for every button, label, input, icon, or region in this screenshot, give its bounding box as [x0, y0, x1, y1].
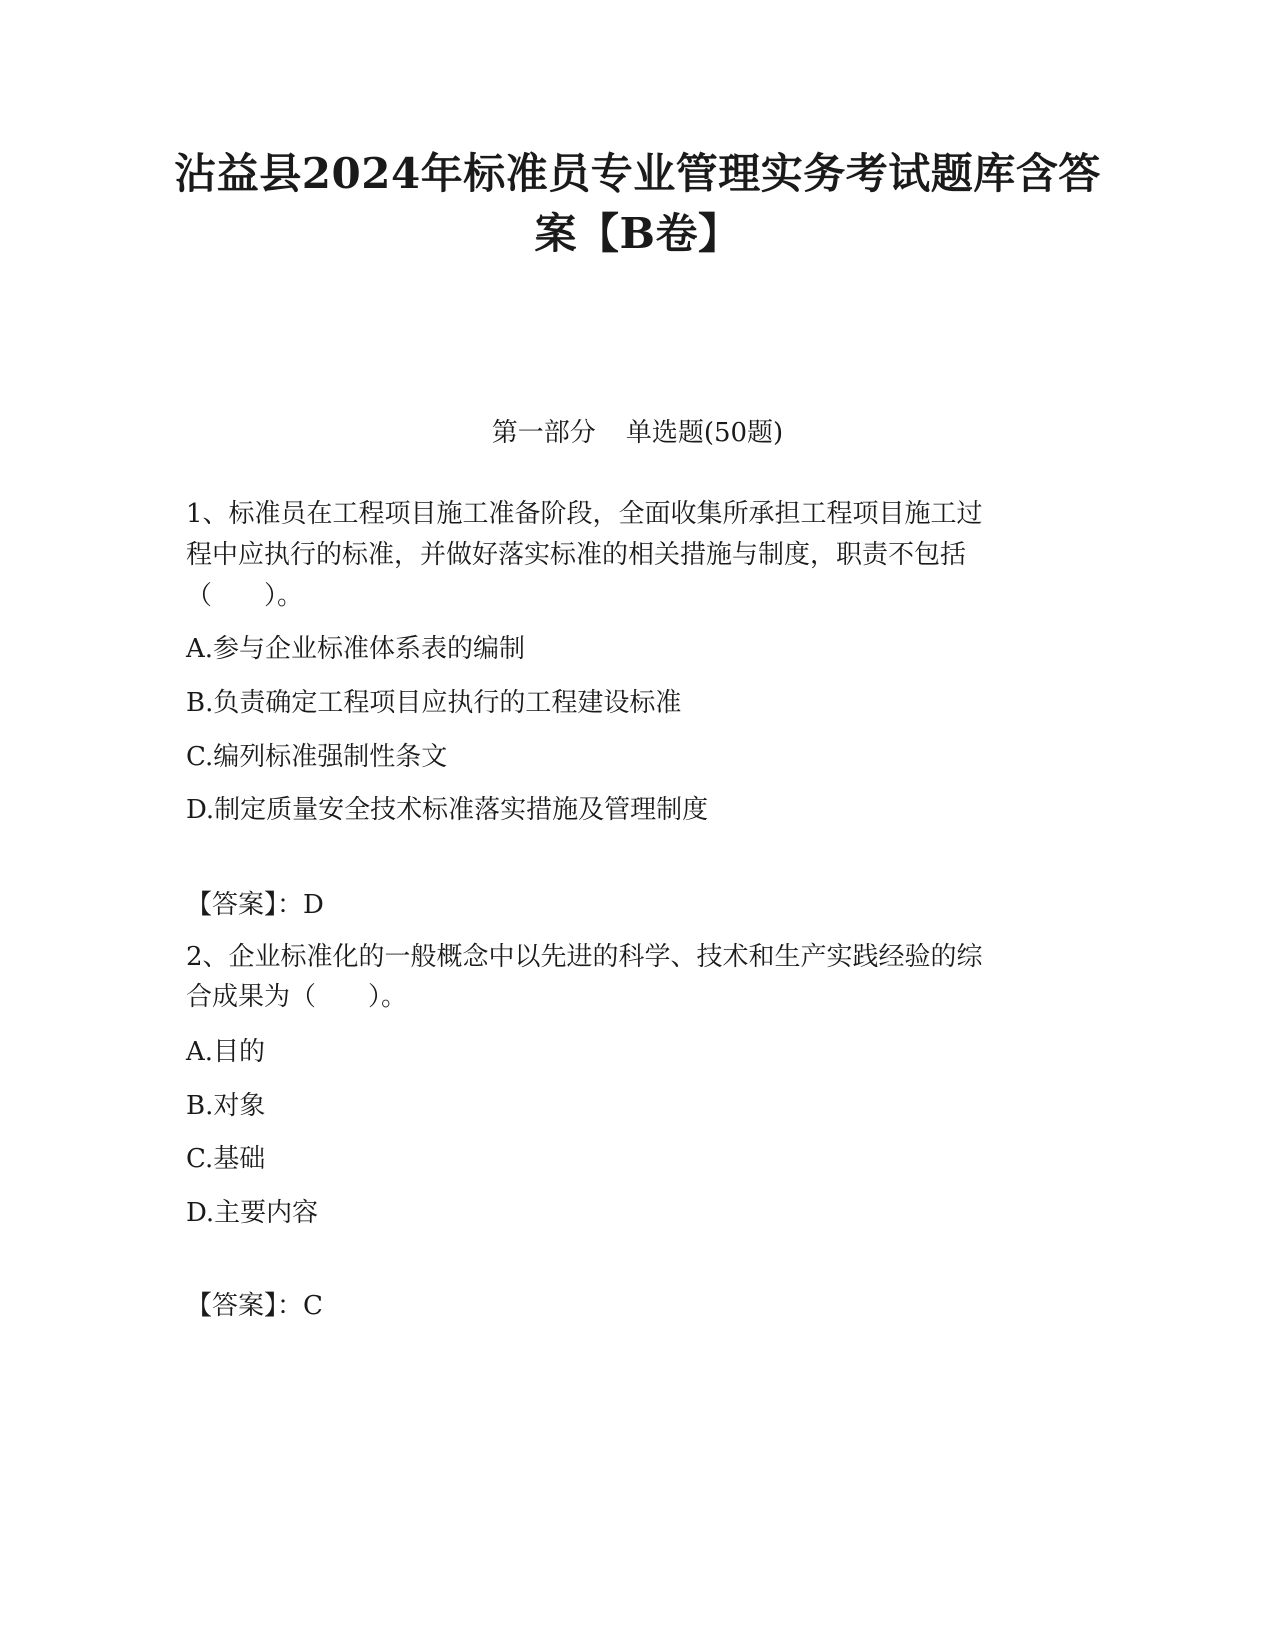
document-title: [160, 144, 1115, 264]
question-1-answer: 【答案】：D: [186, 890, 324, 920]
question-1-option-b: B.负责确定工程项目应执行的工程建设标准: [186, 688, 682, 718]
question-2-option-d: D.主要内容: [186, 1198, 319, 1228]
question-2-option-a: A.目的: [186, 1037, 266, 1067]
question-1-stem-line-1: 1、标准员在工程项目施工准备阶段，全面收集所承担工程项目施工过: [186, 499, 983, 529]
question-1-option-d: D.制定质量安全技术标准落实措施及管理制度: [186, 795, 709, 825]
question-2-answer: 【答案】：C: [186, 1291, 323, 1321]
document-title-line-1: 沾益县2024年标准员专业管理实务考试题库含答: [174, 149, 1101, 198]
question-2-option-c: C.基础: [186, 1144, 266, 1174]
question-2-option-b: B.对象: [186, 1091, 266, 1121]
document-title-line-2: 案【B卷】: [534, 209, 741, 258]
question-1-stem-line-3: （ ）。: [186, 581, 304, 611]
question-2-stem-line-1: 2、企业标准化的一般概念中以先进的科学、技术和生产实践经验的综: [186, 942, 983, 972]
section-name: 单选题(50题): [625, 418, 784, 448]
section-heading: [0, 415, 1275, 451]
section-part: 第一部分: [491, 418, 596, 448]
question-1-option-a: A.参与企业标准体系表的编制: [186, 634, 526, 664]
question-1-stem-line-2: 程中应执行的标准，并做好落实标准的相关措施与制度，职责不包括: [186, 540, 967, 570]
question-2-stem-line-2: 合成果为（ ）。: [186, 982, 408, 1012]
question-1-option-c: C.编列标准强制性条文: [186, 742, 448, 772]
